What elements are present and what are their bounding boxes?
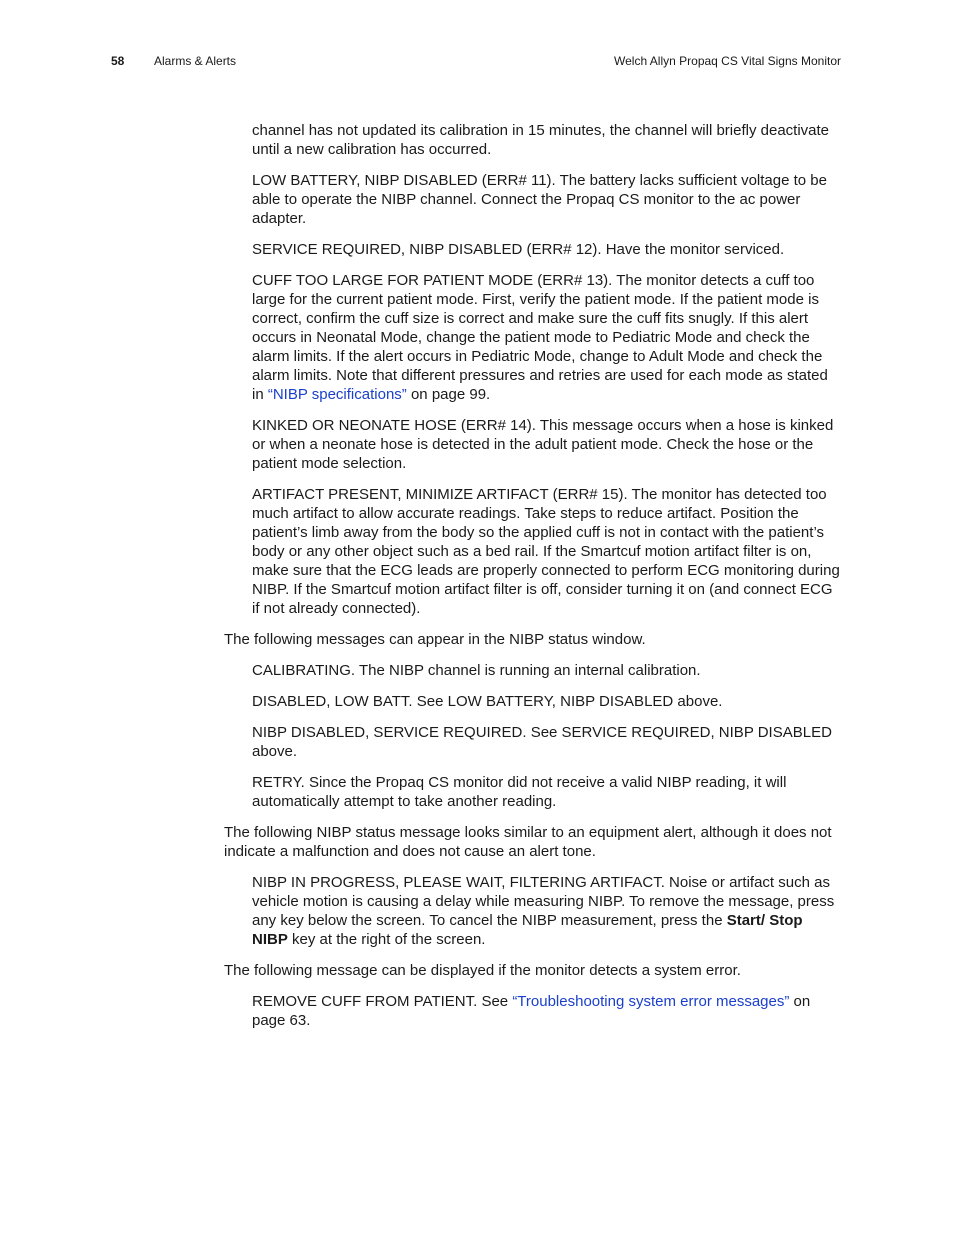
paragraph-remove-cuff: [252, 992, 840, 1030]
paragraph-calibrating: CALIBRATING. The NIBP channel is running an internal calibration.: [252, 662, 701, 679]
paragraph-err-12: SERVICE REQUIRED, NIBP DISABLED (ERR# 12). Have the monitor serviced.: [252, 241, 785, 258]
paragraph-nibp-in-progress-text: NIBP IN PROGRESS, PLEASE WAIT, FILTERING ARTIFACT. Noise or artifact such as vehicle motion is causing a delay while measuring NIBP. To remove the message, press any key below the screen. To cancel the NIBP measurement, press the: [252, 874, 835, 929]
link-nibp-specifications[interactable]: “NIBP specifications”: [267, 386, 407, 403]
paragraph-status-window-intro: The following messages can appear in the NIBP status window.: [224, 631, 646, 648]
paragraph-nibp-in-progress: [252, 873, 840, 949]
paragraph-status-message-intro: The following NIBP status message looks similar to an equipment alert, although it does not indicate a malfunction and does not cause an alert tone.: [224, 824, 832, 860]
link-troubleshooting-system-errors[interactable]: “Troubleshooting system error messages”: [512, 993, 790, 1010]
paragraph-err-13-tail: on page 99.: [406, 386, 491, 403]
paragraph-err-13-text: CUFF TOO LARGE FOR PATIENT MODE (ERR# 13). The monitor detects a cuff too large for the current patient mode. First, verify the patient mode. If the patient mode is correct, confirm the cuff size is correct and make sure the cuff fits snugly. If this alert occurs in Neonatal Mode, change the patient mode to Pediatric Mode and check the alarm limits. If the alert occurs in Pediatric Mode, change to Adult Mode and check the alarm limits. Note that different pressures and retries are used for each mode as stated in: [252, 272, 828, 403]
paragraph-err-11: LOW BATTERY, NIBP DISABLED (ERR# 11). The battery lacks sufficient voltage to be able to operate the NIBP channel. Connect the Propaq CS monitor to the ac power adapter.: [252, 172, 827, 227]
page-header: [111, 52, 841, 70]
paragraph-err-15: ARTIFACT PRESENT, MINIMIZE ARTIFACT (ERR# 15). The monitor has detected too much artifact to allow accurate readings. Take steps to reduce artifact. Position the patient’s limb away from the body so the applied cuff is not in contact with the patient’s body or any other object such as a bed rail. If the Smartcuf motion artifact filter is on, make sure that the ECG leads are properly connected to perform ECG monitoring during NIBP. If the Smartcuf motion artifact filter is off, consider turning it on (and connect ECG if not already connected).: [252, 486, 840, 617]
paragraph-err-14: KINKED OR NEONATE HOSE (ERR# 14). This message occurs when a hose is kinked or when a neonate hose is detected in the adult patient mode. Check the hose or the patient mode selection.: [252, 417, 834, 472]
page-body: [224, 121, 840, 1042]
paragraph-err-13: [252, 271, 840, 404]
paragraph-remove-cuff-tail: on page 63.: [252, 993, 811, 1029]
paragraph-disabled-low-batt: DISABLED, LOW BATT. See LOW BATTERY, NIBP DISABLED above.: [252, 693, 723, 710]
paragraph-nibp-in-progress-tail: key at the right of the screen.: [287, 931, 486, 948]
paragraph-calibration-continued: channel has not updated its calibration in 15 minutes, the channel will briefly deactivate until a new calibration has occurred.: [252, 122, 830, 158]
section-title: Alarms & Alerts: [154, 54, 237, 68]
document-title: Welch Allyn Propaq CS Vital Signs Monitor: [614, 54, 841, 68]
paragraph-nibp-disabled-service: NIBP DISABLED, SERVICE REQUIRED. See SERVICE REQUIRED, NIBP DISABLED above.: [252, 724, 832, 760]
key-start-stop-nibp: Start/ Stop NIBP: [252, 912, 803, 948]
paragraph-system-error-intro: The following message can be displayed if the monitor detects a system error.: [224, 962, 741, 979]
page-number: 58: [111, 54, 125, 68]
paragraph-remove-cuff-text: REMOVE CUFF FROM PATIENT. See: [252, 993, 513, 1010]
paragraph-retry: RETRY. Since the Propaq CS monitor did not receive a valid NIBP reading, it will automatically attempt to take another reading.: [252, 774, 787, 810]
